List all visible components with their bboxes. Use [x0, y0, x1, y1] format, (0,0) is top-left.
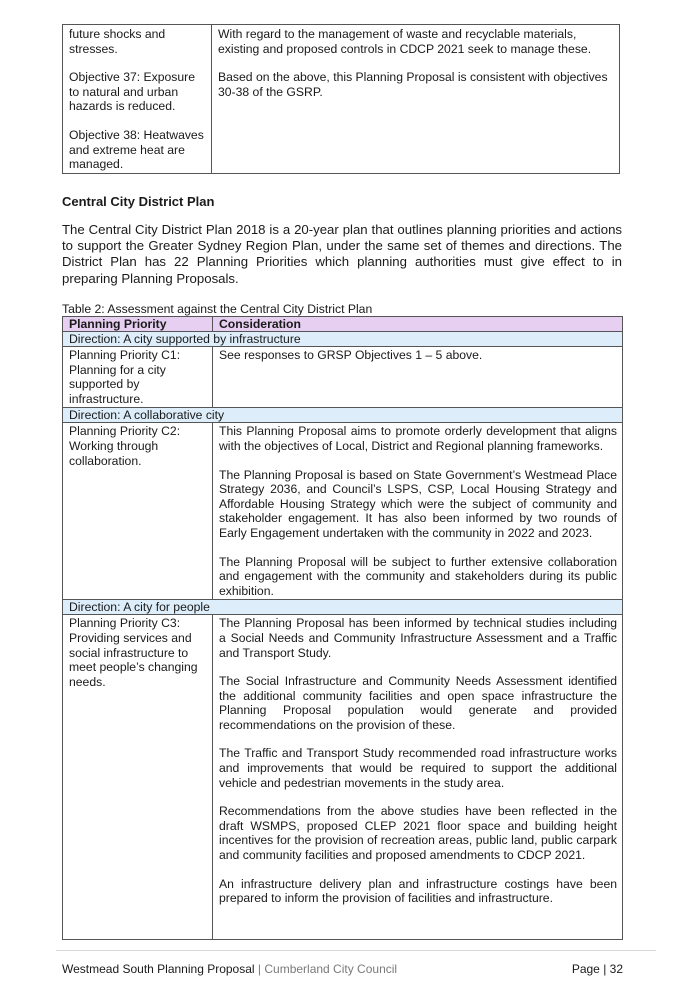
consideration-text: The Planning Proposal will be subject to further extensive collaboration and engagement with the community and stakeholders during its public exhibition.	[219, 554, 617, 598]
table-caption: Table 2: Assessment against the Central City District Plan	[62, 302, 373, 316]
header-consideration: Consideration	[213, 317, 623, 332]
footer-document-title	[62, 962, 397, 977]
objective-text: future shocks and stresses.	[69, 27, 166, 56]
direction-label: Direction: A collaborative city	[63, 408, 623, 423]
table-row	[63, 423, 623, 600]
direction-label: Direction: A city for people	[63, 600, 623, 615]
header-planning-priority: Planning Priority	[63, 317, 213, 332]
table-row	[63, 25, 620, 174]
footer-page-number: Page | 32	[571, 962, 623, 976]
planning-priority-text: Planning Priority C1: Planning for a city supported by infrastructure.	[69, 348, 181, 406]
table-row	[63, 347, 623, 408]
gsrp-continuation-table	[62, 24, 620, 174]
direction-row	[63, 332, 623, 347]
table-header-row	[63, 317, 623, 332]
footer-separator: |	[254, 962, 265, 976]
consideration-cell	[213, 423, 623, 600]
footer-title-text: Westmead South Planning Proposal	[62, 962, 255, 976]
consideration-text: This Planning Proposal aims to promote orderly development that aligns with the objectives of Local, District and Regional planning frameworks.	[219, 424, 617, 453]
section-heading: Central City District Plan	[62, 194, 215, 209]
direction-row	[63, 408, 623, 423]
objective-text: Objective 38: Heatwaves and extreme heat are managed.	[69, 127, 204, 172]
direction-row	[63, 600, 623, 615]
consideration-cell	[213, 615, 623, 940]
consideration-text: The Planning Proposal has been informed by technical studies including a Social Needs and Community Infrastructure Assessment and a Traffic and Transport Study.	[219, 616, 617, 660]
consideration-text: The Planning Proposal is based on State Government’s Westmead Place Strategy 2036, and Council’s LSPS, CSP, Local Housing Strategy and Affordable Housing Strategy which were the subject of community and stakeholder engagement. It has also been informed by two rounds of Early Engagement undertaken with the community in 2022 and 2023.	[219, 467, 617, 540]
district-plan-assessment-table	[62, 316, 623, 940]
objective-text: Objective 37: Exposure to natural and urban hazards is reduced.	[69, 70, 196, 114]
footer-council-name: Cumberland City Council	[264, 962, 398, 976]
response-cell	[212, 25, 620, 174]
planning-priority-cell	[63, 423, 213, 600]
response-text: Based on the above, this Planning Proposal is consistent with objectives 30-38 of the GSRP.	[218, 70, 608, 99]
planning-priority-text: Planning Priority C2: Working through collaboration.	[69, 424, 181, 468]
consideration-cell	[213, 347, 623, 408]
consideration-text: See responses to GRSP Objectives 1 – 5 above.	[219, 348, 483, 362]
objectives-cell	[63, 25, 212, 174]
table-row	[63, 615, 623, 940]
direction-label: Direction: A city supported by infrastructure	[63, 332, 623, 347]
planning-priority-cell	[63, 615, 213, 940]
consideration-text: The Traffic and Transport Study recommended road infrastructure works and improvements that would be required to support the additional vehicle and pedestrian movements in the study area.	[219, 746, 617, 790]
planning-priority-text: Planning Priority C3: Providing services and social infrastructure to meet people’s changing needs.	[69, 616, 198, 689]
consideration-text: The Social Infrastructure and Community Needs Assessment identified the additional community facilities and open space infrastructure the Planning Proposal population would generate and provided recommendations on the provision of these.	[219, 674, 617, 732]
intro-paragraph: The Central City District Plan 2018 is a 20-year plan that outlines planning priorities and actions to support the Greater Sydney Region Plan, under the same set of themes and directions. The District Plan has 22 Planning Priorities which planning authorities must give effect to in preparing Planning Proposals.	[62, 222, 622, 286]
consideration-text: Recommendations from the above studies have been reflected in the draft WSMPS, proposed CLEP 2021 floor space and building height incentives for the provision of recreation areas, public land, public carpark and community facilities and proposed amendments to CDCP 2021.	[219, 804, 617, 863]
planning-priority-cell	[63, 347, 213, 408]
response-text: With regard to the management of waste and recyclable materials, existing and proposed controls in CDCP 2021 seek to manage these.	[218, 27, 592, 56]
footer-divider	[56, 950, 656, 951]
consideration-text: An infrastructure delivery plan and infrastructure costings have been prepared to inform the provision of facilities and infrastructure.	[219, 876, 617, 906]
